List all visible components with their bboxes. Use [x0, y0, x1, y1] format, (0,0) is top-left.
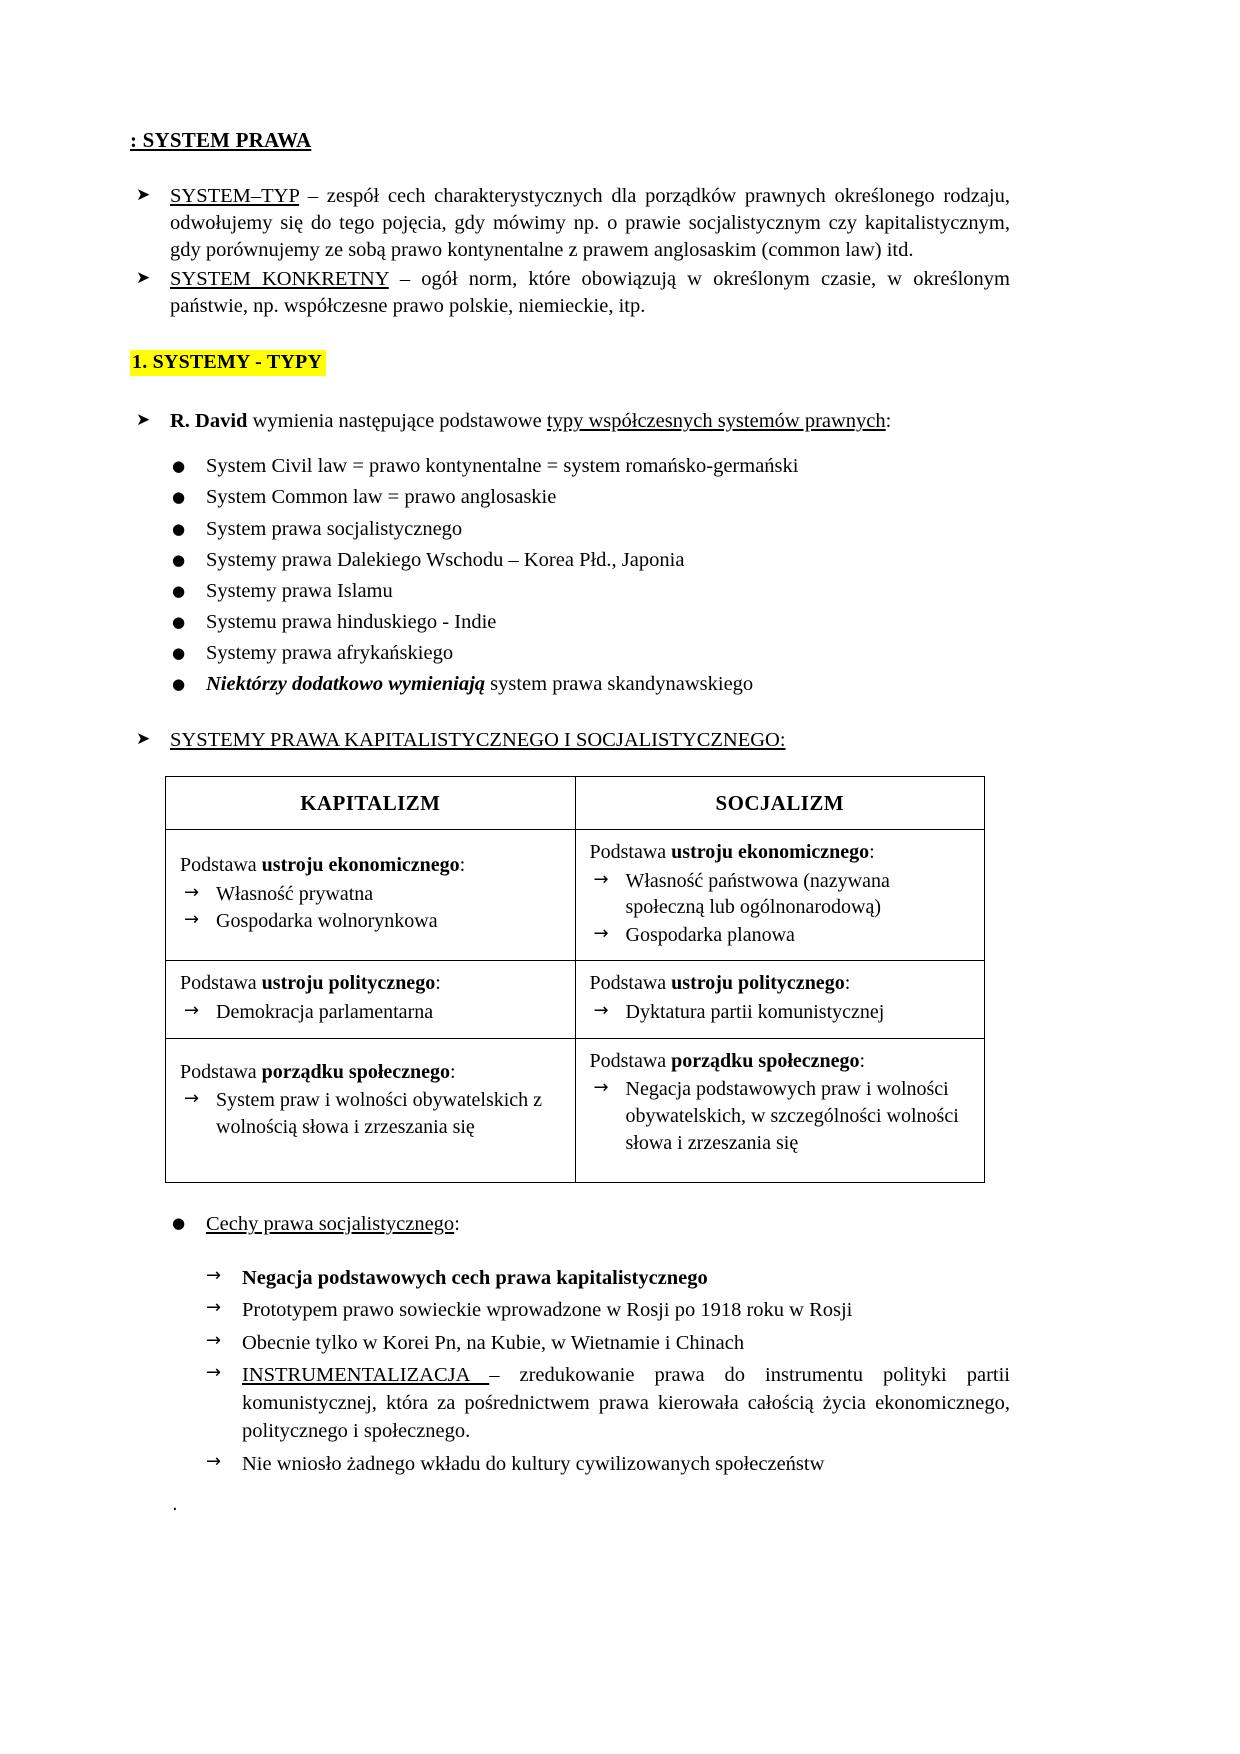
cell-label-bold: ustroju politycznego	[261, 972, 436, 995]
arrow-right-icon: →	[184, 881, 200, 903]
sub-item-text: Dyktatura partii komunistycznej	[625, 1001, 885, 1024]
cell-socjalizm-polityczny	[575, 961, 985, 1038]
cell-label-bold: porządku społecznego	[261, 1060, 451, 1083]
sub-item	[590, 922, 973, 949]
features-heading-text: Cechy prawa socjalistycznego	[206, 1213, 455, 1236]
cell-sub-list	[590, 1076, 973, 1156]
list-item	[130, 1361, 1010, 1446]
legal-systems-list	[130, 451, 1010, 700]
david-text-mid: wymienia następujące podstawowe	[247, 410, 547, 433]
arrow-bullet-icon: ➤	[136, 268, 151, 289]
cell-label-plain: Podstawa	[180, 1060, 262, 1083]
table-section-heading	[130, 727, 1010, 754]
cell-label-plain: Podstawa	[589, 840, 672, 863]
sub-item	[180, 999, 563, 1026]
david-text-end: :	[885, 410, 892, 433]
cell-label-plain: Podstawa	[180, 972, 262, 995]
cell-socjalizm-spoleczny	[575, 1038, 985, 1183]
list-item-italic-prefix: Niektórzy dodatkowo wymieniają	[206, 673, 486, 696]
round-bullet-icon: ●	[172, 457, 186, 476]
cell-label	[180, 970, 563, 997]
cell-label	[180, 1059, 563, 1086]
cell-socjalizm-ekonomiczny	[575, 829, 985, 961]
list-item-text: Systemy prawa afrykańskiego	[206, 642, 454, 665]
cell-label-suffix: :	[844, 972, 851, 995]
term-system-konkretny: SYSTEM KONKRETNY	[170, 268, 389, 291]
list-item-text: Negacja podstawowych cech prawa kapitalistycznego	[242, 1267, 708, 1289]
cell-label-bold: ustroju politycznego	[671, 972, 845, 995]
list-item-text: System Civil law = prawo kontynentalne = system romańsko-germański	[206, 455, 799, 478]
sub-item-text: System praw i wolności obywatelskich z wolnością słowa i zrzeszania się	[216, 1089, 543, 1139]
sub-item	[180, 908, 563, 935]
cell-label-plain: Podstawa	[589, 972, 672, 995]
list-item-text: Obecnie tylko w Korei Pn, na Kubie, w Wietnamie i Chinach	[242, 1331, 745, 1354]
cell-sub-list	[590, 868, 973, 949]
list-item	[130, 607, 1010, 638]
arrow-right-icon: →	[593, 922, 609, 944]
table-row	[166, 829, 985, 961]
table-header-socjalizm: SOCJALIZM	[575, 776, 985, 829]
cell-label-suffix: :	[859, 1049, 866, 1072]
cell-label	[590, 970, 973, 997]
cell-sub-list	[180, 999, 563, 1026]
cell-label-bold: ustroju ekonomicznego	[261, 853, 460, 876]
list-item	[130, 451, 1010, 482]
list-item	[130, 545, 1010, 576]
list-item-text: System Common law = prawo anglosaskie	[206, 486, 557, 509]
sub-item-text: Gospodarka wolnorynkowa	[216, 910, 438, 933]
table-header-row	[166, 776, 985, 829]
cell-label-bold: porządku społecznego	[671, 1049, 860, 1072]
list-item-text: Systemy prawa Dalekiego Wschodu – Korea Płd., Japonia	[206, 548, 685, 571]
features-list	[130, 1264, 1010, 1478]
arrow-bullet-icon: ➤	[136, 728, 151, 749]
term-system-typ: SYSTEM–TYP	[170, 185, 300, 207]
sub-item-text: Negacja podstawowych praw i wolności obywatelskich, w szczególności wolności słowa i zrzeszania się	[625, 1078, 959, 1154]
cell-label	[590, 839, 973, 866]
round-bullet-icon: ●	[172, 550, 186, 569]
features-heading-suffix: :	[454, 1213, 460, 1236]
sub-item-text: Gospodarka planowa	[625, 923, 795, 946]
comparison-table	[165, 776, 985, 1184]
list-item	[130, 1296, 1010, 1324]
cell-sub-list	[180, 1087, 563, 1140]
david-line	[130, 408, 1010, 435]
list-item-text: System prawa socjalistycznego	[206, 517, 463, 540]
cell-label-suffix: :	[450, 1060, 456, 1083]
arrow-right-icon: →	[593, 1000, 609, 1022]
list-item-text: Nie wniosło żadnego wkładu do kultury cywilizowanych społeczeństw	[242, 1452, 825, 1475]
arrow-right-icon: →	[593, 1077, 609, 1099]
list-item	[130, 669, 1010, 700]
cell-sub-list	[180, 881, 563, 935]
arrow-right-icon: →	[184, 1088, 200, 1110]
features-heading	[130, 1209, 1010, 1240]
david-author: R. David	[170, 410, 248, 433]
arrow-right-icon: →	[206, 1329, 222, 1351]
round-bullet-icon: ●	[172, 581, 186, 600]
table-header-kapitalizm: KAPITALIZM	[166, 776, 576, 829]
arrow-right-icon: →	[184, 1000, 200, 1022]
round-bullet-icon: ●	[172, 1214, 186, 1233]
list-item-text: Prototypem prawo sowieckie wprowadzone w Rosji po 1918 roku w Rosji	[242, 1299, 853, 1322]
arrow-bullet-icon: ➤	[136, 185, 151, 205]
list-item-text: Systemu prawa hinduskiego - Indie	[206, 611, 497, 634]
arrow-right-icon: →	[206, 1450, 222, 1472]
cell-label-plain: Podstawa	[589, 1049, 672, 1072]
round-bullet-icon: ●	[172, 519, 186, 538]
round-bullet-icon: ●	[172, 488, 186, 507]
sub-item	[590, 868, 973, 921]
round-bullet-icon: ●	[172, 675, 186, 694]
intro-item-system-typ	[130, 183, 1010, 264]
document-content	[130, 128, 1010, 1514]
arrow-bullet-icon: ➤	[136, 410, 151, 431]
page-title-wrap	[130, 128, 1010, 183]
intro-text-system-konkretny: – ogół norm, które obowiązują w określonym czasie, w określonym państwie, np. współczesne prawo polskie, niemieckie, itp.	[170, 268, 1010, 318]
intro-item-system-konkretny	[130, 266, 1010, 320]
section-heading-systemy-typy: 1. SYSTEMY - TYPY	[130, 350, 326, 376]
list-item	[130, 638, 1010, 669]
cell-label-suffix: :	[459, 853, 466, 876]
cell-label-suffix: :	[869, 840, 875, 863]
list-item	[130, 1329, 1010, 1357]
sub-item	[590, 999, 973, 1026]
list-item	[130, 1450, 1010, 1478]
arrow-right-icon: →	[593, 868, 609, 890]
section-heading-wrap	[130, 350, 1010, 376]
table-row	[166, 1038, 985, 1183]
sub-item-text: Własność prywatna	[216, 882, 374, 905]
list-item-text: system prawa skandynawskiego	[485, 673, 754, 696]
cell-kapitalizm-spoleczny	[166, 1038, 576, 1183]
cell-label-suffix: :	[435, 972, 441, 995]
list-item	[130, 514, 1010, 545]
cell-kapitalizm-polityczny	[166, 961, 576, 1038]
cell-sub-list	[590, 999, 973, 1026]
list-item-text: – zredukowanie prawa do instrumentu polityki partii komunistycznej, która za pośrednictwem prawa kierowała całością życia ekonomicznego, politycznego i społecznego.	[242, 1363, 1010, 1443]
page-title: : SYSTEM PRAWA	[130, 128, 312, 152]
cell-label	[180, 852, 563, 879]
intro-text-system-typ: – zespół cech charakterystycznych dla porządków prawnych określonego rodzaju, odwołujemy się do tego pojęcia, gdy mówimy np. o prawie socjalistycznym czy kapitalistycznym, gdy porównujemy ze sobą prawo kontynentalne z prawem anglosaskim (common law) itd.	[170, 185, 1010, 262]
cell-label-plain: Podstawa	[180, 853, 262, 876]
table-row	[166, 961, 985, 1038]
sub-item-text: Własność państwowa (nazywana społeczną lub ogólnonarodową)	[625, 869, 890, 919]
arrow-right-icon: →	[206, 1361, 222, 1383]
arrow-right-icon: →	[184, 909, 200, 931]
cell-kapitalizm-ekonomiczny	[166, 829, 576, 961]
round-bullet-icon: ●	[172, 644, 186, 663]
david-underlined-phrase: typy współczesnych systemów prawnych	[546, 410, 886, 433]
arrow-right-icon: →	[206, 1297, 222, 1319]
sub-item	[590, 1076, 973, 1156]
cell-label	[590, 1048, 973, 1075]
list-item	[130, 576, 1010, 607]
cell-label-bold: ustroju ekonomicznego	[671, 840, 870, 863]
list-item	[130, 1264, 1010, 1292]
trailing-bullet-mark: .	[172, 1493, 178, 1515]
sub-item-text: Demokracja parlamentarna	[216, 1001, 434, 1024]
list-item-text: Systemy prawa Islamu	[206, 579, 393, 602]
sub-item	[180, 881, 563, 908]
table-section-heading-text: SYSTEMY PRAWA KAPITALISTYCZNEGO I SOCJALISTYCZNEGO:	[170, 728, 786, 751]
features-section	[130, 1209, 1010, 1514]
list-item	[130, 482, 1010, 513]
list-item-underlined-term: INSTRUMENTALIZACJA	[242, 1363, 490, 1386]
arrow-right-icon: →	[206, 1265, 222, 1286]
sub-item	[180, 1087, 563, 1140]
round-bullet-icon: ●	[172, 613, 186, 632]
